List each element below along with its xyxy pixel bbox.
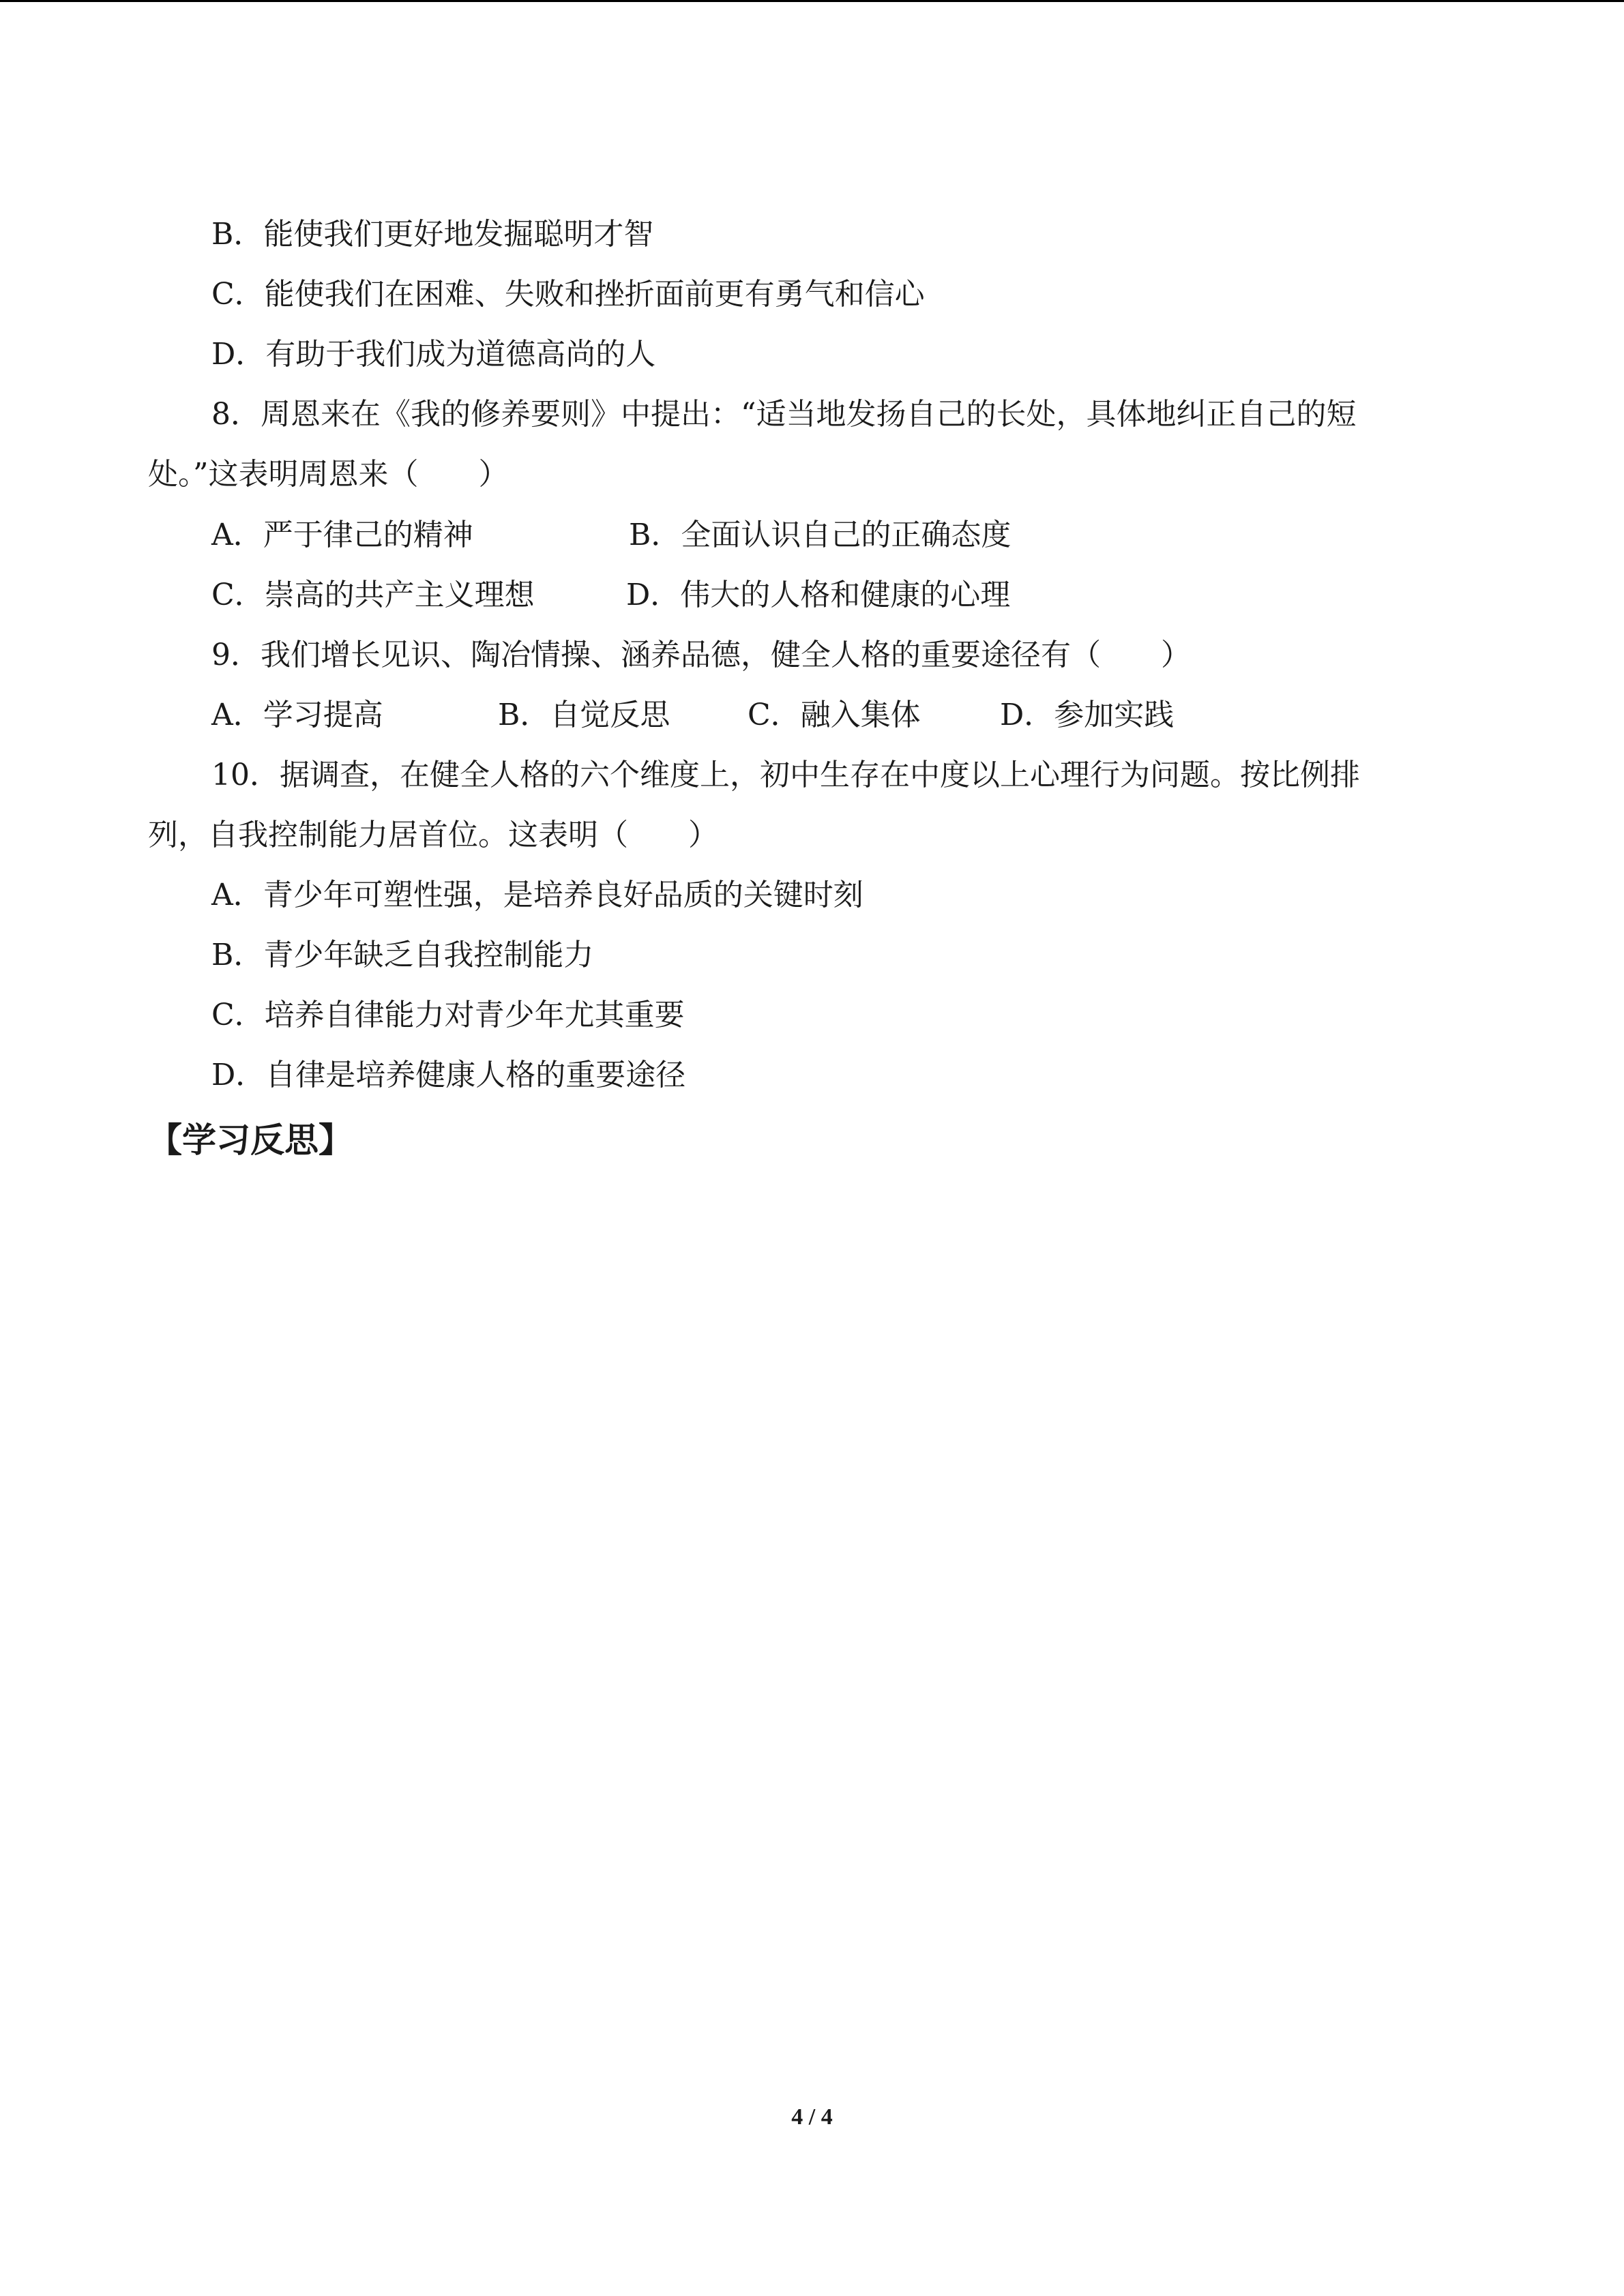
q9-option-c: C．融入集体 (748, 698, 921, 732)
q7-option-d: D．有助于我们成为道德高尚的人 (211, 337, 656, 372)
q8-stem-line1: 8．周恩来在《我的修养要则》中提出：“适当地发扬自己的长处，具体地纠正自己的短 (211, 397, 1357, 432)
q10-option-a: A．青少年可塑性强，是培养良好品质的关键时刻 (211, 878, 863, 912)
q10-option-d: D．自律是培养健康人格的重要途径 (211, 1058, 686, 1092)
q7-option-b: B．能使我们更好地发掘聪明才智 (211, 217, 654, 252)
page-top-border (0, 0, 1624, 2)
page-number: 4 / 4 (791, 2104, 833, 2130)
q9-option-a: A．学习提高 (211, 698, 383, 732)
q10-stem-line1: 10．据调查，在健全人格的六个维度上，初中生存在中度以上心理行为问题。按比例排 (211, 758, 1360, 792)
q8-stem-line2: 处。”这表明周恩来（ ） (148, 457, 509, 492)
q8-option-b: B．全面认识自己的正确态度 (629, 518, 1012, 552)
q9-stem: 9．我们增长见识、陶冶情操、涵养品德，健全人格的重要途径有（ ） (211, 638, 1191, 672)
q7-option-c: C．能使我们在困难、失败和挫折面前更有勇气和信心 (211, 277, 925, 312)
q10-option-c: C．培养自律能力对青少年尤其重要 (211, 998, 685, 1032)
q10-stem-line2: 列，自我控制能力居首位。这表明（ ） (148, 818, 718, 852)
q8-option-c: C．崇高的共产主义理想 (211, 578, 535, 612)
q8-option-d: D．伟大的人格和健康的心理 (626, 578, 1011, 612)
section-heading: 【学习反思】 (148, 1120, 353, 1160)
q8-option-a: A．严于律己的精神 (211, 518, 473, 552)
q10-option-b: B．青少年缺乏自我控制能力 (211, 938, 594, 972)
q9-option-b: B．自觉反思 (498, 698, 670, 732)
q9-option-d: D．参加实践 (1000, 698, 1175, 732)
